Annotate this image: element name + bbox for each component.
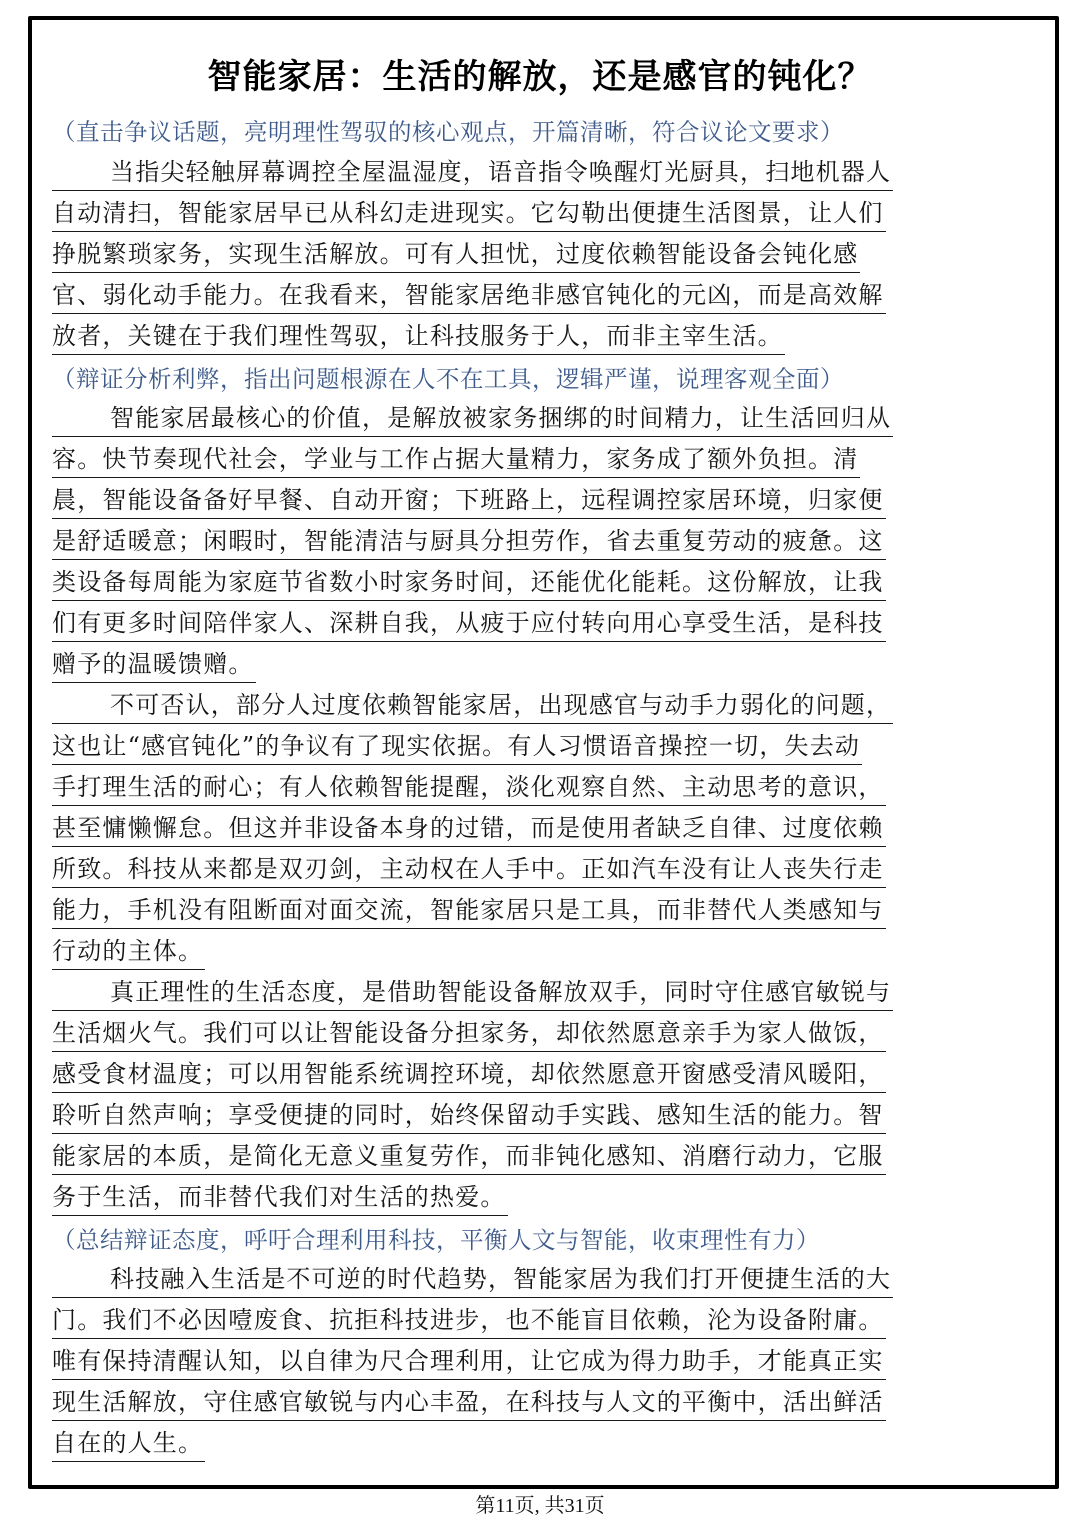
paragraph-line [52, 482, 1010, 523]
line-text: 容。快节奏现代社会，学业与工作占据大量精力，家务成了额外负担。清 [52, 441, 860, 478]
line-text: 聆听自然声响；享受便捷的同时，始终保留动手实践、感知生活的能力。智 [52, 1097, 886, 1134]
line-text: 感受食材温度；可以用智能系统调控环境，却依然愿意开窗感受清风暖阳， [52, 1056, 886, 1093]
paragraph-line [52, 1179, 1010, 1220]
paragraph-line [52, 564, 1010, 605]
paragraph-line [52, 1261, 1010, 1302]
line-text: 所致。科技从来都是双刃剑，主动权在人手中。正如汽车没有让人丧失行走 [52, 851, 886, 888]
line-text: 类设备每周能为家庭节省数小时家务时间，还能优化能耗。这份解放，让我 [52, 564, 886, 601]
line-text: 挣脱繁琐家务，实现生活解放。可有人担忧，过度依赖智能设备会钝化感 [52, 236, 860, 273]
annotation-note: （总结辩证态度，呼吁合理利用科技，平衡人文与智能，收束理性有力） [52, 1226, 820, 1254]
line-text: 们有更多时间陪伴家人、深耕自我，从疲于应付转向用心享受生活，是科技 [52, 605, 886, 642]
paragraph-line [52, 646, 1010, 687]
paragraph-line [52, 810, 1010, 851]
paragraph-line [52, 441, 1010, 482]
paragraph-line [52, 318, 1010, 359]
paragraph-line [52, 974, 1010, 1015]
line-text: 真正理性的生活态度，是借助智能设备解放双手，同时守住感官敏锐与 [52, 974, 893, 1011]
line-text: 务于生活，而非替代我们对生活的热爱。 [52, 1179, 508, 1216]
paragraph-line [52, 400, 1010, 441]
paragraph-line [52, 769, 1010, 810]
line-text: 甚至慵懒懈怠。但这并非设备本身的过错，而是使用者缺乏自律、过度依赖 [52, 810, 886, 847]
line-text: 科技融入生活是不可逆的时代趋势，智能家居为我们打开便捷生活的大 [52, 1261, 893, 1298]
line-text: 自在的人生。 [52, 1425, 205, 1462]
paragraph-line [52, 1056, 1010, 1097]
paragraph-line [52, 1097, 1010, 1138]
paragraph-line [52, 892, 1010, 933]
line-text: 能家居的本质，是简化无意义重复劳作，而非钝化感知、消磨行动力，它服 [52, 1138, 886, 1175]
paragraph-line [52, 728, 1010, 769]
document-title: 智能家居：生活的解放，还是感官的钝化？ [207, 57, 873, 97]
line-text: 手打理生活的耐心；有人依赖智能提醒，淡化观察自然、主动思考的意识， [52, 769, 886, 806]
line-text: 门。我们不必因噎废食、抗拒科技进步，也不能盲目依赖，沦为设备附庸。 [52, 1302, 886, 1339]
paragraph-line [52, 1343, 1010, 1384]
paragraph-line [52, 933, 1010, 974]
paragraph-line [52, 195, 1010, 236]
annotation-note: （辩证分析利弊，指出问题根源在人不在工具，逻辑严谨，说理客观全面） [52, 365, 844, 393]
paragraph-line [52, 851, 1010, 892]
line-text: 生活烟火气。我们可以让智能设备分担家务，却依然愿意亲手为家人做饭， [52, 1015, 886, 1052]
paragraph-line [52, 1425, 1010, 1466]
paragraph-line [52, 277, 1010, 318]
line-text: 是舒适暖意；闲暇时，智能清洁与厨具分担劳作，省去重复劳动的疲惫。这 [52, 523, 886, 560]
line-text: 不可否认，部分人过度依赖智能家居，出现感官与动手力弱化的问题， [52, 687, 893, 724]
line-text: 唯有保持清醒认知，以自律为尺合理利用，让它成为得力助手，才能真正实 [52, 1343, 886, 1380]
paragraph-line [52, 687, 1010, 728]
line-text: 自动清扫，智能家居早已从科幻走进现实。它勾勒出便捷生活图景，让人们 [52, 195, 886, 232]
annotation-note: （直击争议话题，亮明理性驾驭的核心观点，开篇清晰，符合议论文要求） [52, 118, 844, 146]
line-text: 能力，手机没有阻断面对面交流，智能家居只是工具，而非替代人类感知与 [52, 892, 886, 929]
paragraph-line [52, 1015, 1010, 1056]
line-text: 官、弱化动手能力。在我看来，智能家居绝非感官钝化的元凶，而是高效解 [52, 277, 886, 314]
paragraph-line [52, 605, 1010, 646]
line-text: 智能家居最核心的价值，是解放被家务捆绑的时间精力，让生活回归从 [52, 400, 893, 437]
paragraph-line [52, 1138, 1010, 1179]
line-text: 当指尖轻触屏幕调控全屋温湿度，语音指令唤醒灯光厨具，扫地机器人 [52, 154, 893, 191]
line-text: 现生活解放，守住感官敏锐与内心丰盈，在科技与人文的平衡中，活出鲜活 [52, 1384, 886, 1421]
line-text: 赠予的温暖馈赠。 [52, 646, 256, 683]
line-text: 放者，关键在于我们理性驾驭，让科技服务于人，而非主宰生活。 [52, 318, 785, 355]
paragraph-line [52, 154, 1010, 195]
paragraph-line [52, 236, 1010, 277]
paragraph-line [52, 1302, 1010, 1343]
line-text: 行动的主体。 [52, 933, 205, 970]
paragraph-line [52, 523, 1010, 564]
line-text: 这也让“感官钝化”的争议有了现实依据。有人习惯语音操控一切，失去动 [52, 728, 862, 765]
page-number: 第11页, 共31页 [475, 1495, 605, 1517]
paragraph-line [52, 1384, 1010, 1425]
line-text: 晨，智能设备备好早餐、自动开窗；下班路上，远程调控家居环境，归家便 [52, 482, 886, 519]
